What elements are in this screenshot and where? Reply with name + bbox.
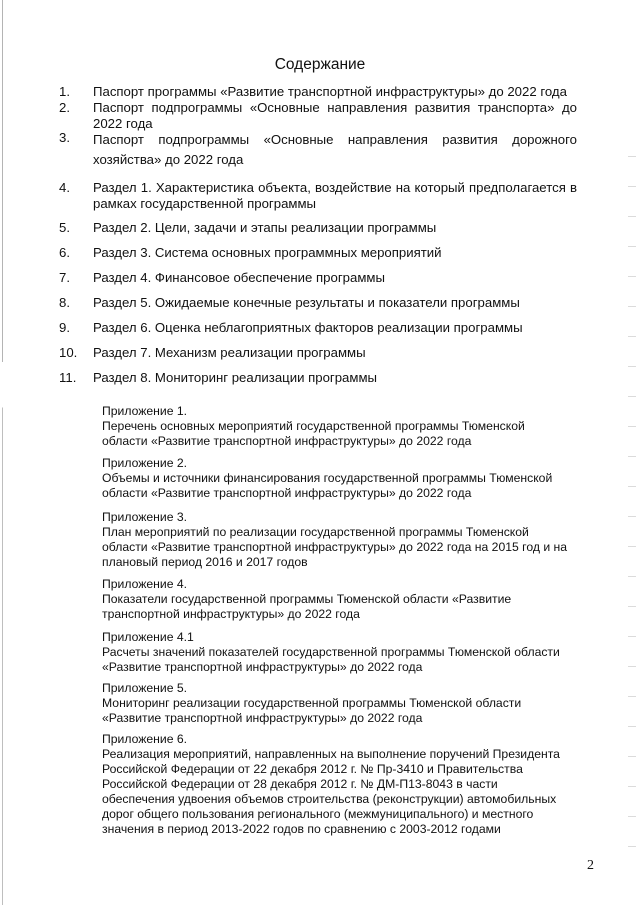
appendix-title: Приложение 2.	[102, 456, 188, 470]
toc-number: 7.	[59, 270, 70, 285]
toc-number: 10.	[59, 345, 78, 360]
toc-number: 4.	[59, 180, 70, 195]
toc-text: Раздел 7. Механизм реализации программы	[93, 345, 366, 360]
scan-edge-right	[628, 150, 636, 870]
appendix-4-1	[102, 630, 572, 675]
appendix-1	[102, 404, 572, 449]
toc-number: 6.	[59, 245, 70, 260]
appendix-2	[102, 456, 572, 501]
toc-number: 8.	[59, 295, 70, 310]
appendix-5	[102, 681, 572, 726]
scan-edge-left	[2, 0, 3, 905]
appendix-text: Расчеты значений показателей государственной программы Тюменской области «Развитие транспортной инфраструктуры» до 2022 года	[102, 645, 560, 674]
appendix-title: Приложение 4.	[102, 577, 188, 591]
appendix-title: Приложение 5.	[102, 681, 188, 695]
appendix-4	[102, 577, 572, 622]
toc-text: Раздел 8. Мониторинг реализации программы	[93, 370, 378, 385]
toc-number: 5.	[59, 220, 70, 235]
toc-number: 1.	[59, 84, 70, 99]
toc-number: 3.	[59, 130, 70, 145]
toc-text: Паспорт подпрограммы «Основные направления развития транспорта» до 2022 года	[93, 100, 577, 131]
appendix-title: Приложение 6.	[102, 732, 188, 746]
toc-text: Паспорт программы «Развитие транспортной инфраструктуры» до 2022 года	[93, 84, 567, 99]
toc-text: Раздел 2. Цели, задачи и этапы реализации программы	[93, 220, 437, 235]
appendix-text: Реализация мероприятий, направленных на выполнение поручений Президента Российской Федерации от 22 декабря 2012 г. № Пр-3410 и Правительства Российской Федерации от 28 декабря 2012 г. № ДМ-П13-8043 в части обеспечения удвоения объемов строительства (реконструкции) автомобильных дорог общего пользования регионального (межмуниципального) и местного значения в период 2013-2022 годов по сравнению с 2003-2012 годами	[102, 747, 560, 836]
appendix-6	[102, 732, 572, 837]
toc-text: Раздел 4. Финансовое обеспечение программы	[93, 270, 385, 285]
toc-number: 11.	[59, 370, 77, 385]
toc-text: Раздел 6. Оценка неблагоприятных факторов реализации программы	[93, 320, 523, 335]
toc-number: 2.	[59, 100, 70, 115]
appendix-text: Мониторинг реализации государственной программы Тюменской области «Развитие транспортной инфраструктуры» до 2022 года	[102, 696, 522, 725]
appendix-3	[102, 510, 572, 570]
toc-number: 9.	[59, 320, 70, 335]
toc-text: Паспорт подпрограммы «Основные направления развития дорожного хозяйства» до 2022 года	[93, 132, 577, 167]
appendix-title: Приложение 4.1	[102, 630, 194, 644]
toc-text: Раздел 1. Характеристика объекта, воздействие на который предполагается в рамках государственной программы	[93, 180, 577, 211]
page-number: 2	[587, 858, 594, 873]
appendix-title: Приложение 1.	[102, 404, 188, 418]
appendix-title: Приложение 3.	[102, 510, 188, 524]
toc-text: Раздел 5. Ожидаемые конечные результаты и показатели программы	[93, 295, 520, 310]
appendix-text: Показатели государственной программы Тюменской области «Развитие транспортной инфраструктуры» до 2022 года	[102, 592, 512, 621]
toc-text: Раздел 3. Система основных программных мероприятий	[93, 245, 442, 260]
appendix-text: План мероприятий по реализации государственной программы Тюменской области «Развитие транспортной инфраструктуры» до 2022 года на 2015 год и на плановый период 2016 и 2017 годов	[102, 525, 568, 569]
appendix-text: Объемы и источники финансирования государственной программы Тюменской области «Развитие транспортной инфраструктуры» до 2022 года	[102, 471, 553, 500]
document-title: Содержание	[274, 56, 366, 73]
appendix-text: Перечень основных мероприятий государственной программы Тюменской области «Развитие транспортной инфраструктуры» до 2022 года	[102, 419, 525, 448]
